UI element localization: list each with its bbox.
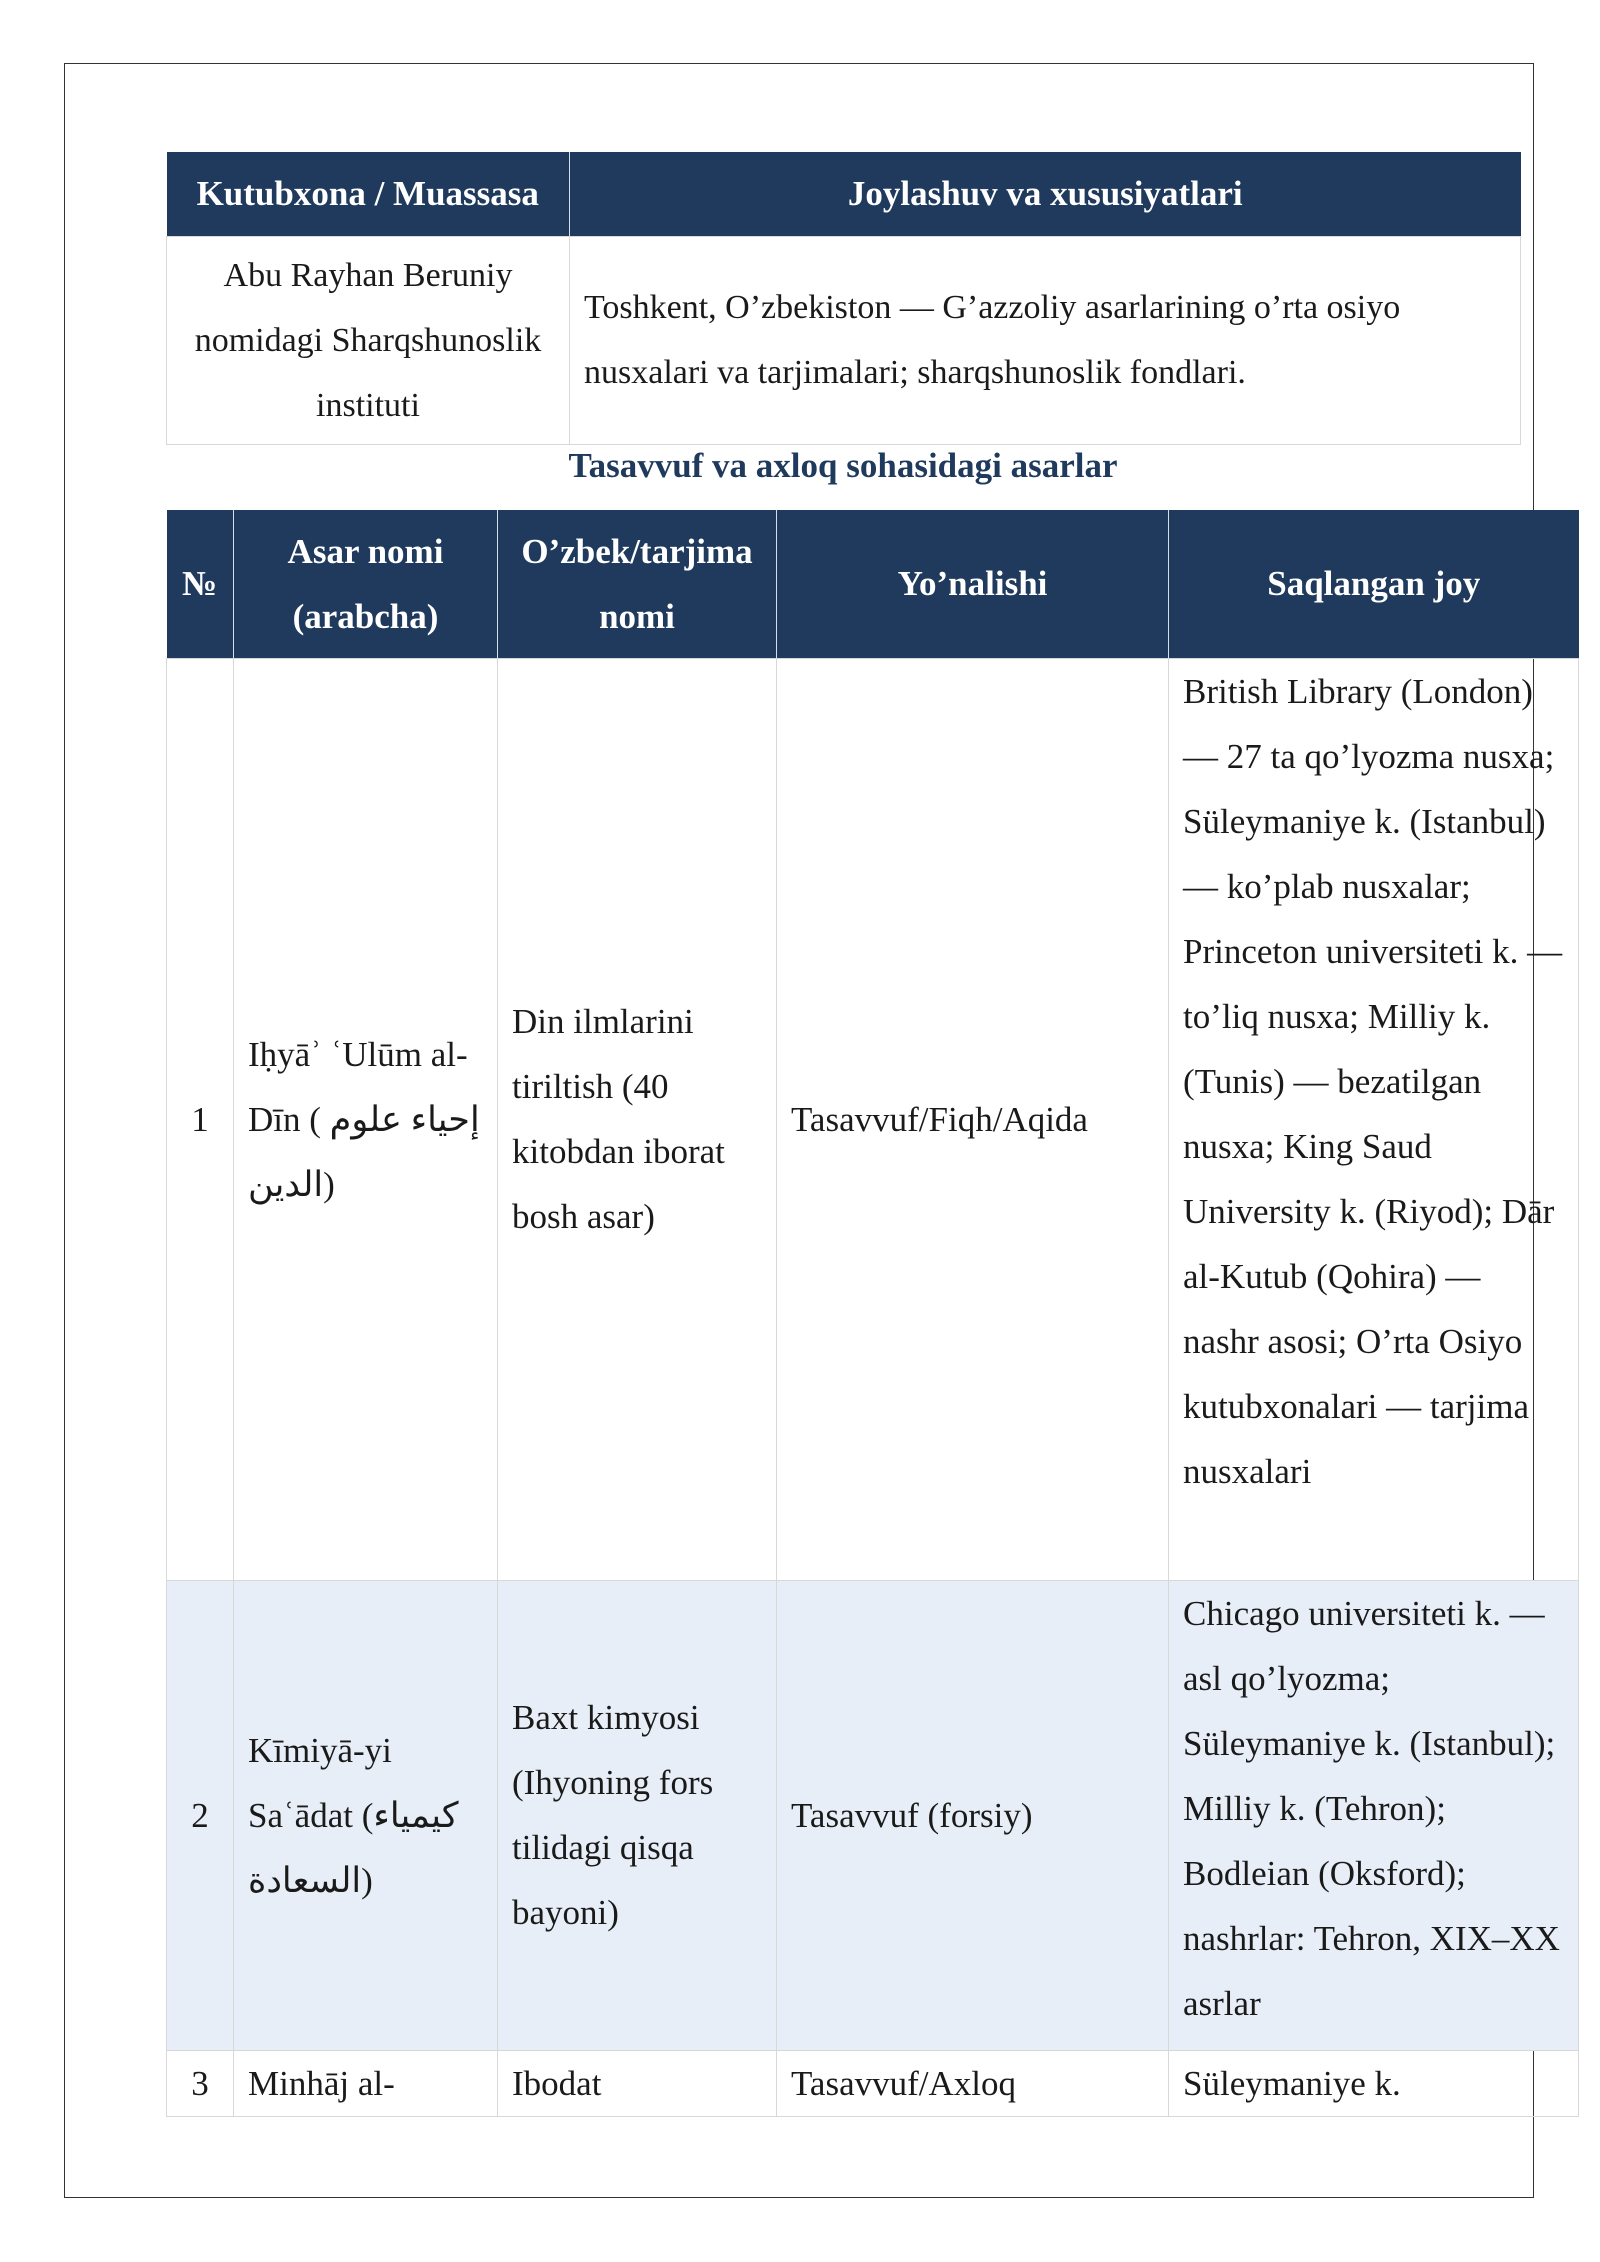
location-cell: Chicago universiteti k. — asl qo’lyozma; Süleymaniye k. (Istanbul); Milliy k. (Tehron); Bodleian (Oksford); nashrlar: Tehron, XIX–XX asrlar <box>1169 1580 1579 2050</box>
works-table-header <box>167 510 1579 658</box>
location-cell: British Library (London) — 27 ta qo’lyozma nusxa; Süleymaniye k. (Istanbul) — ko’plab nusxalar; Princeton universiteti k. — to’liq nusxa; Milliy k. (Tunis) — bezatilgan nusxa; King Saud University k. (Riyod); Dār al-Kutub (Qohira) — nashr asosi; O’rta Osiyo kutubxonalari — tarjima nusxalari <box>1169 658 1579 1580</box>
arabic-title-cell: Iḥyāʾ ʿUlūm al-Dīn ( إحياء علوم الدين) <box>234 658 498 1580</box>
header-arabic-title: Asar nomi (arabcha) <box>234 510 498 658</box>
header-number: № <box>167 510 234 658</box>
header-location-details: Joylashuv va xususiyatlari <box>570 152 1521 236</box>
institution-cell: Abu Rayhan Beruniy nomidagi Sharqshunoslik instituti <box>167 236 570 444</box>
row-number: 2 <box>167 1580 234 2050</box>
library-table-header <box>167 152 1521 236</box>
row-number: 1 <box>167 658 234 1580</box>
table-row <box>167 2050 1579 2116</box>
table-row <box>167 1580 1579 2050</box>
header-field: Yo’nalishi <box>777 510 1169 658</box>
table-row <box>167 658 1579 1580</box>
uzbek-title-cell: Ibodat <box>498 2050 777 2116</box>
field-cell: Tasavvuf/Fiqh/Aqida <box>777 658 1169 1580</box>
header-location: Saqlangan joy <box>1169 510 1579 658</box>
uzbek-title-cell: Baxt kimyosi (Ihyoning fors tilidagi qisqa bayoni) <box>498 1580 777 2050</box>
uzbek-title-cell: Din ilmlarini tiriltish (40 kitobdan iborat bosh asar) <box>498 658 777 1580</box>
arabic-title-cell: Minhāj al- <box>234 2050 498 2116</box>
location-cell: Süleymaniye k. <box>1169 2050 1579 2116</box>
works-table <box>166 510 1579 2117</box>
details-cell: Toshkent, O’zbekiston — G’azzoliy asarlarining o’rta osiyo nusxalari va tarjimalari; sharqshunoslik fondlari. <box>570 236 1521 444</box>
table-row <box>167 236 1521 444</box>
field-cell: Tasavvuf (forsiy) <box>777 1580 1169 2050</box>
library-table <box>166 152 1521 445</box>
arabic-title-cell: Kīmiyā-yi Saʿādat (كيمياء السعادة) <box>234 1580 498 2050</box>
header-uzbek-title: O’zbek/tarjima nomi <box>498 510 777 658</box>
section-title: Tasavvuf va axloq sohasidagi asarlar <box>568 446 1118 485</box>
field-cell: Tasavvuf/Axloq <box>777 2050 1169 2116</box>
header-institution: Kutubxona / Muassasa <box>167 152 570 236</box>
row-number: 3 <box>167 2050 234 2116</box>
